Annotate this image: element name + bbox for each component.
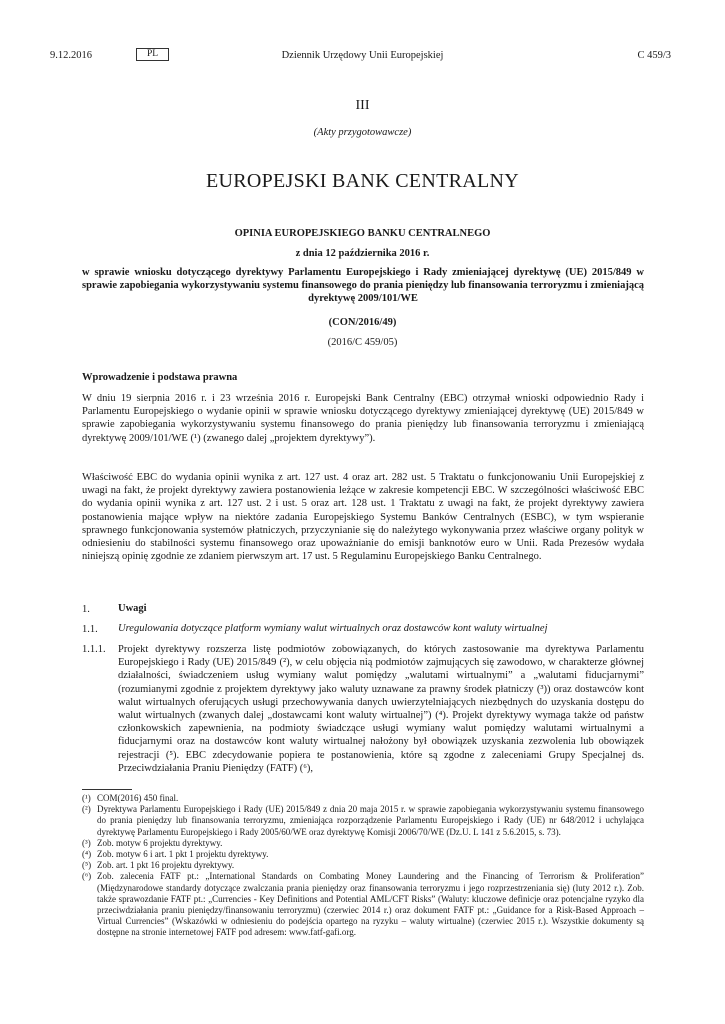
footnote-text: Dyrektywa Parlamentu Europejskiego i Rady (UE) 2015/849 z dnia 20 maja 2015 r. w sprawie zapobiegania wykorzystywaniu systemu finansowego do prania pieniędzy lub finansowania terroryzmu, zmieniająca rozporządzenie Parlamentu Europejskiego i Rady (UE) nr 648/2012 i uchylająca dyrektywę Parlamentu Europejskiego i Rady 2005/60/WE oraz dyrektywę Komisji 2006/70/WE (Dz.U. L 141 z 5.6.2015, s. 73). xyxy=(97,804,644,837)
footnote-text: Zob. motyw 6 i art. 1 pkt 1 projektu dyrektywy. xyxy=(97,849,269,860)
opinion-title: OPINIA EUROPEJSKIEGO BANKU CENTRALNEGO xyxy=(234,228,491,239)
header-date: 9.12.2016 xyxy=(50,50,92,61)
header-page-ref: C 459/3 xyxy=(637,50,671,61)
footnote-5 xyxy=(82,860,644,871)
footnote-3 xyxy=(82,838,644,849)
section-roman: III xyxy=(355,98,370,113)
section-1-number: 1. xyxy=(82,604,90,615)
item-1-1-1-text: Projekt dyrektywy rozszerza listę podmiotów zobowiązanych, do których zastosowanie ma dyrektywa Parlamentu Europejskiego i Rady (UE) 2015/849 (²), w celu objęcia nią podmiotów zajmujących się zawodowo, w charakterze głównej działalności, świadczeniem usług wymiany walut pomiędzy „walutami wirtualnymi” a „walutami fiducjarnymi” (rozumianymi zgodnie z projektem dyrektywy jako waluty uznawane za prawny środek płatniczy (³)) oraz dostawców kont walut wirtualnych oferujących usługi przechowywania danych uwierzytelniających niezbędnych do uzyskania dostępu do walut wirtualnych (zwanych dalej „dostawcami kont waluty wirtualnej”) (⁴). Projekt dyrektywy wymaga także od państw członkowskich zapewnienia, na podmioty świadczące usługi wymiany walut pomiędzy walutami wirtualnymi a fiducjarnymi oraz na dostawców kont waluty wirtualnej nałożony był obowiązek uzyskania zezwolenia lub obowiązek rejestracji (⁵). EBC zdecydowanie popiera te postanowienia, które są zgodne z zaleceniami Grupy Specjalnej ds. Przeciwdziałania Praniu Pieniędzy (FATF) (⁶), xyxy=(118,644,644,774)
opinion-code: (CON/2016/49) xyxy=(328,317,397,328)
item-1-1-1-number: 1.1.1. xyxy=(82,644,106,655)
language-badge: PL xyxy=(136,48,169,61)
journal-title: Dziennik Urzędowy Unii Europejskiej xyxy=(281,50,444,61)
intro-paragraph-1: W dniu 19 sierpnia 2016 r. i 23 września 2016 r. Europejski Bank Centralny (EBC) otrzymał wnioski odpowiednio Rady i Parlamentu Europejskiego o wydanie opinii w sprawie wniosku dotyczącego dyrektywy zmieniającej dyrektywę (UE) 2015/849 w sprawie zapobiegania wykorzystywaniu systemu finansowego do prania pieniędzy lub finansowania terroryzmu i zmieniającą dyrektywę 2009/101/WE (¹) (zwanego dalej „projektem dyrektywy”). xyxy=(82,393,644,444)
footnote-text: COM(2016) 450 final. xyxy=(97,793,179,803)
footnote-number: (⁶) xyxy=(82,871,92,882)
footnote-separator xyxy=(82,789,132,790)
subsection-1-1-number: 1.1. xyxy=(82,624,98,635)
footnotes xyxy=(82,793,644,939)
footnote-1 xyxy=(82,793,644,804)
footnote-6 xyxy=(82,871,644,938)
footnote-4 xyxy=(82,849,644,860)
footnote-text: Zob. motyw 6 projektu dyrektywy. xyxy=(97,837,223,848)
intro-paragraph-2: Właściwość EBC do wydania opinii wynika z art. 127 ust. 4 oraz art. 282 ust. 5 Traktatu o funkcjonowaniu Unii Europejskiej z uwagi na fakt, że projekt dyrektywy zawiera postanowienia leżące w zakresie kompetencji EBC. W szczególności właściwość EBC do wydania opinii wynika z art. 127 ust. 2 i ust. 5 oraz art. 128 ust. 1 Traktatu z uwagi na fakt, że projekt dyrektywy zawiera postanowienia mające wpływ na niektóre zadania Europejskiego Systemu Banków Centralnych (ESBC), w tym wspieranie sprawnego funkcjonowania systemów płatniczych, przyczynianie się do należytego wykonywania przez właściwe organy polityk w odniesieniu do stabilności systemu finansowego oraz upoważnianie do emisji banknotów euro w Unii. Rada Prezesów wydała niniejszą opinię zgodnie ze zdaniem pierwszym art. 17 ust. 5 Regulaminu Europejskiego Banku Centralnego. xyxy=(82,472,644,563)
opinion-reference: (2016/C 459/05) xyxy=(327,337,398,348)
footnote-number: (³) xyxy=(82,837,91,848)
institution-title: EUROPEJSKI BANK CENTRALNY xyxy=(205,170,520,192)
intro-heading: Wprowadzenie i podstawa prawna xyxy=(82,372,238,383)
footnote-number: (²) xyxy=(82,804,91,815)
subsection-1-1-heading: Uregulowania dotyczące platform wymiany walut wirtualnych oraz dostawców kont waluty wirtualnej xyxy=(118,623,548,634)
footnote-text: Zob. art. 1 pkt 16 projektu dyrektywy. xyxy=(97,860,235,871)
footnote-number: (⁵) xyxy=(82,860,92,871)
opinion-subject: w sprawie wniosku dotyczącego dyrektywy Parlamentu Europejskiego i Rady zmieniającej dyrektywę (UE) 2015/849 w sprawie zapobiegania wykorzystywaniu systemu finansowego do prania pieniędzy lub finansowania terroryzmu i zmieniającą dyrektywę 2009/101/WE xyxy=(82,267,644,305)
section-subtitle: (Akty przygotowawcze) xyxy=(313,127,412,138)
opinion-date: z dnia 12 października 2016 r. xyxy=(295,248,430,259)
footnote-text: Zob. zalecenia FATF pt.: „International Standards on Combating Money Laundering and the Financing of Terrorism & Proliferation” (Międzynarodowe standardy dotyczące zwalczania prania pieniędzy oraz finansowania terroryzmu i jego rozprzestrzeniania się) (luty 2012 r.). Zob. także sprawozdanie FATF pt.: „Currencies - Key Definitions and Potential AML/CFT Risks” (Waluty: kluczowe definicje oraz potencjalne ryzyko dla przeciwdziałania praniu pieniędzy/finansowaniu terroryzmu) (czerwiec 2014 r.) oraz dokument FATF pt.: „Guidance for a Risk-Based Approach – Virtual Currencies” (Wskazówki w odniesieniu do podejścia opartego na ryzyku – waluty wirtualne) (czerwiec 2015 r.). Wszystkie dokumenty są dostępne na stronie internetowej FATF pod adresem: www.fatf-gafi.org. xyxy=(97,871,644,938)
section-1-heading: Uwagi xyxy=(118,603,147,614)
footnote-number: (⁴) xyxy=(82,849,92,860)
footnote-number: (¹) xyxy=(82,793,91,803)
footnote-2 xyxy=(82,804,644,838)
